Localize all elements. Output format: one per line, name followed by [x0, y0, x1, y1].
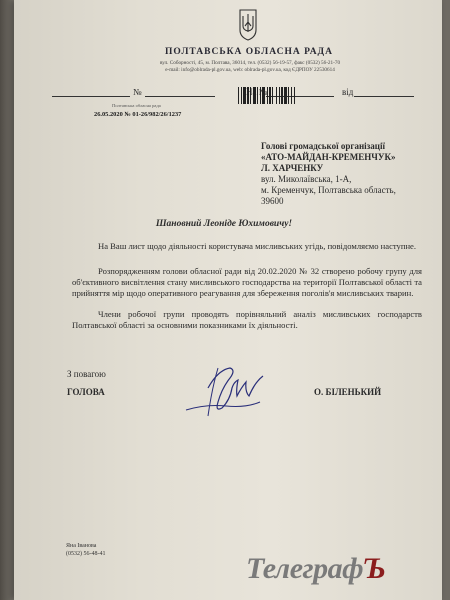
signer-position: ГОЛОВА [67, 387, 105, 397]
addressee-position: Голові громадської організації [261, 141, 385, 151]
addressee-organization: «АТО-МАЙДАН-КРЕМЕНЧУК» [261, 152, 396, 162]
organization-address [110, 60, 390, 74]
contacts-line: e-mail: info@oblrada-pl.gov.ua, web: oblrada-pl.gov.ua, код ЄДРПОУ 22530614 [165, 67, 335, 73]
addressee-street: вул. Миколаївська, 1-А, [261, 174, 352, 184]
watermark-hard-sign: Ъ [363, 552, 386, 585]
executor-block [66, 542, 106, 558]
registration-barcode [238, 87, 341, 104]
incoming-date-line [354, 96, 414, 97]
registration-stamp-caption: Полтавська обласна рада [112, 103, 161, 108]
addressee-city: м. Кременчук, Полтавська область, [261, 185, 396, 195]
executor-name: Яна Іванова [66, 543, 97, 549]
letter-sheet [14, 0, 442, 600]
addressee-postcode: 39600 [261, 196, 284, 206]
registration-stamp-number: 26.05.2020 № 01-26/982/26/1237 [94, 111, 182, 118]
closing-regards: З повагою [67, 369, 106, 379]
handwritten-signature [178, 360, 276, 426]
executor-phone: (0532) 56-48-41 [66, 551, 106, 557]
paragraph-3: Члени робочої групи проводять порівняльний аналіз мисливських господарств Полтавської області за основними показниками їх діяльності. [72, 309, 422, 330]
coat-of-arms-icon [237, 8, 259, 42]
outgoing-number-line [145, 96, 215, 97]
signer-name: О. БІЛЕНЬКИЙ [314, 387, 382, 397]
organization-title: ПОЛТАВСЬКА ОБЛАСНА РАДА [165, 47, 333, 57]
outgoing-number-label: № [133, 87, 142, 97]
greeting: Шановний Леоніде Юхимовичу! [155, 219, 293, 229]
paragraph-1: На Ваш лист щодо діяльності користувача мисливських угідь, повідомляємо наступне. [98, 241, 417, 251]
addressee-name: Л. ХАРЧЕНКУ [261, 163, 324, 173]
incoming-date-label: від [342, 87, 354, 97]
incoming-number-label: На [246, 87, 257, 97]
barcode-stripe [294, 87, 295, 104]
addressee-block [261, 141, 431, 207]
publisher-watermark-logo [246, 552, 385, 586]
address-line: вул. Соборності, 45, м. Полтава, 36014, тел. (0532) 56-19-57, факс (0532) 56-21-70 [159, 60, 341, 66]
watermark-text: Телеграф [246, 552, 364, 585]
outgoing-date-line [52, 96, 130, 97]
paragraph-2: Розпорядженням голови обласної ради від 20.02.2020 № 32 створено робочу групу для об'єктивного висвітлення стану мисливського господарства на території Полтавської області та прийняття мір щодо оперативного реагування для збереження поголів'я мисливських тварин. [72, 266, 422, 298]
background-edge [0, 0, 14, 600]
